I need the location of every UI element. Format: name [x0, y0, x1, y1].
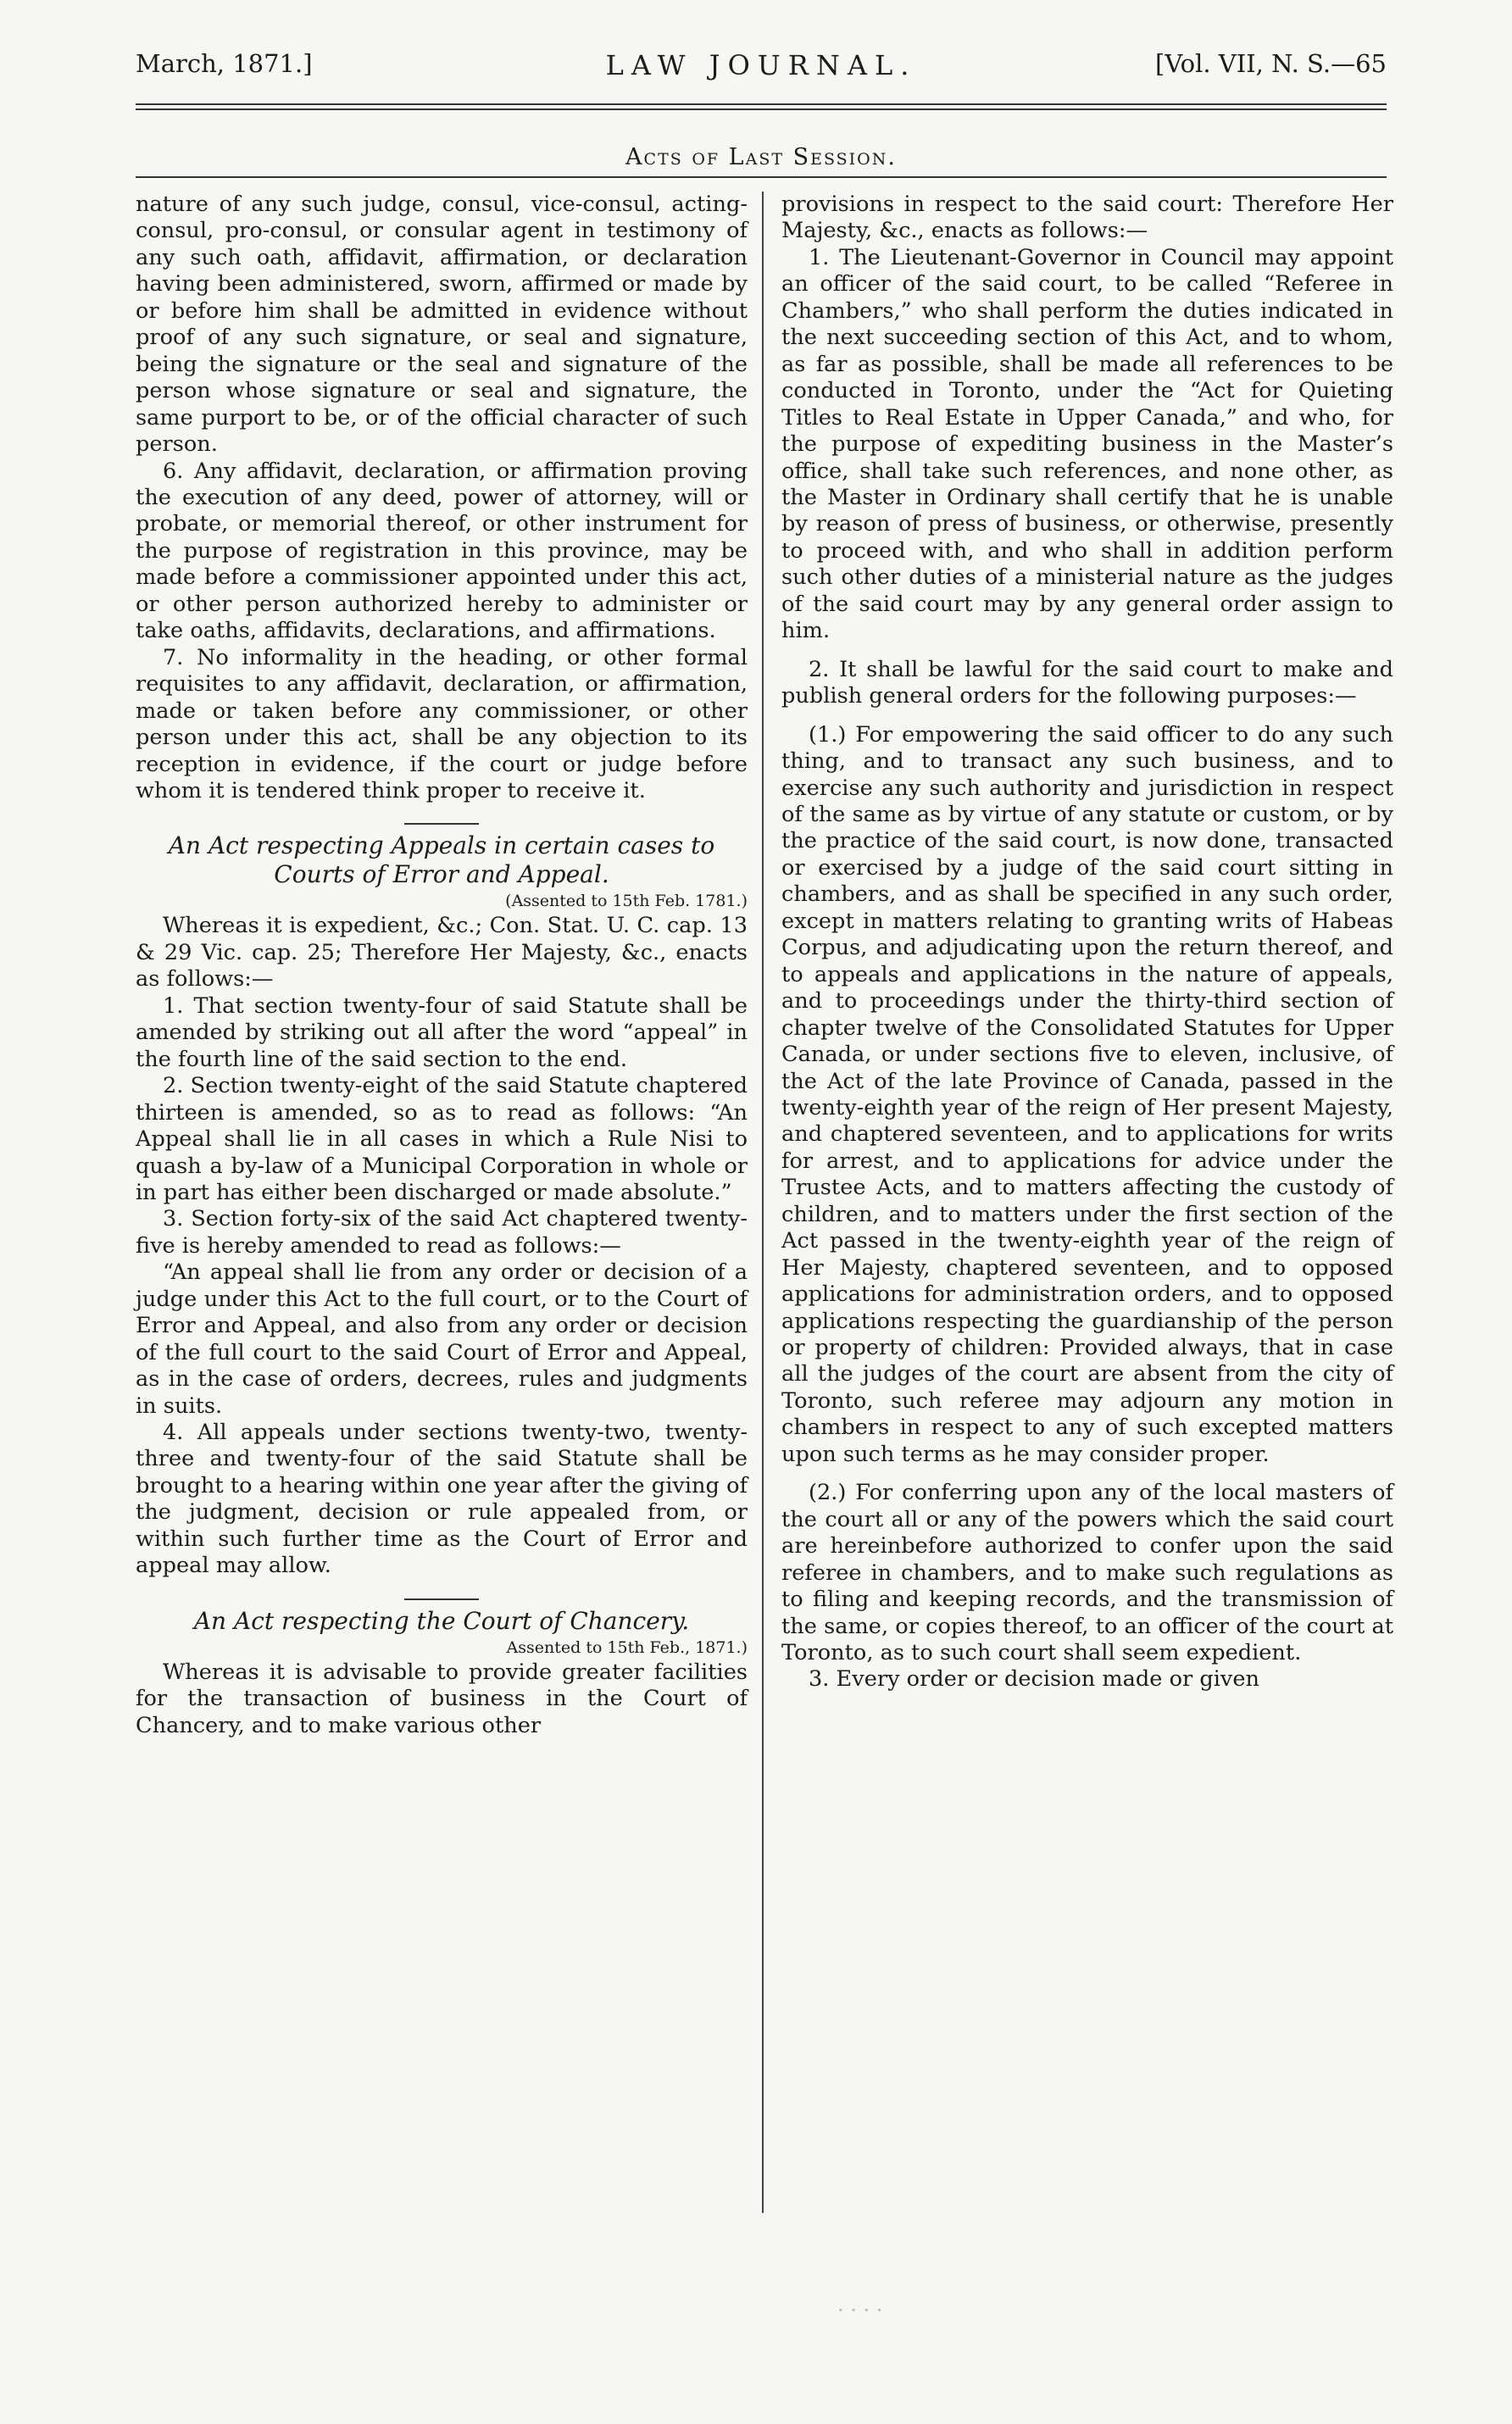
section-heading: Acts of Last Session.	[625, 144, 897, 170]
paragraph: Whereas it is advisable to provide greater facilities for the transaction of business in the Court of Chancery, and to make various other	[136, 1659, 748, 1738]
paragraph: 7. No informality in the heading, or other formal requisites to any affidavit, declaration, or affirmation, made or taken before any commissioner, or other person under this act, shall be any objection to its reception in evidence, if the court or judge before whom it is tendered think proper to receive it.	[136, 644, 748, 803]
running-header	[136, 49, 1387, 100]
paragraph: 2. Section twenty-eight of the said Statute chaptered thirteen is amended, so as to read as follows: “An Appeal shall lie in all cases in which a Rule Nisi to quash a by-law of a Municipal Corporation in whole or in part has either been discharged or made absolute.”	[136, 1073, 748, 1205]
paragraph: 3. Section forty-six of the said Act chaptered twenty-five is hereby amended to read as follows:—	[136, 1206, 748, 1259]
paragraph: “An appeal shall lie from any order or decision of a judge under this Act to the full court, or to the Court of Error and Appeal, and also from any order or decision of the full court to the said Court of Error and Appeal, as in the case of orders, decrees, rules and judgments in suits.	[136, 1259, 748, 1419]
paragraph: provisions in respect to the said court: Therefore Her Majesty, &c., enacts as follows:—	[781, 192, 1393, 244]
paper-blemish: · · · ·	[837, 2299, 883, 2322]
act-title: An Act respecting the Court of Chancery.	[193, 1606, 690, 1635]
section-divider	[404, 1598, 479, 1600]
assent-date: Assented to 15th Feb., 1871.)	[506, 1637, 748, 1657]
paragraph: 1. That section twenty-four of said Statute shall be amended by striking out all after the word “appeal” in the fourth line of the said section to the end.	[136, 992, 748, 1072]
assent-date: (Assented to 15th Feb. 1781.)	[505, 892, 748, 911]
section-divider	[404, 823, 479, 825]
left-column	[136, 192, 748, 1739]
paragraph: 6. Any affidavit, declaration, or affirmation proving the execution of any deed, power of attorney, will or probate, or memorial thereof, or other instrument for the purpose of registration in this province, may be made before a commissioner appointed under this act, or other person authorized hereby to administer or take oaths, affidavits, declarations, and affirmations.	[136, 458, 748, 644]
paragraph: Whereas it is expedient, &c.; Con. Stat. U. C. cap. 13 & 29 Vic. cap. 25; Therefore Her Majesty, &c., enacts as follows:—	[136, 913, 748, 992]
act-title: An Act respecting Appeals in certain cases to Courts of Error and Appeal.	[168, 831, 715, 889]
paragraph: 1. The Lieutenant-Governor in Council may appoint an officer of the said court, to be called “Referee in Chambers,” who shall perform the duties indicated in the next succeeding section of this Act, and to whom, as far as possible, shall be made all references to be conducted in Toronto, under the “Act for Quieting Titles to Real Estate in Upper Canada,” and who, for the purpose of expediting business in the Master’s office, shall take such references, and none other, as the Master in Ordinary shall certify that he is unable by reason of press of business, or otherwise, presently to proceed with, and who shall in addition perform such other duties of a ministerial nature as the judges of the said court may by any general order assign to him.	[781, 244, 1393, 644]
paragraph: 2. It shall be lawful for the said court to make and publish general orders for the following purposes:—	[781, 656, 1393, 709]
header-volume: [Vol. VII, N. S.—65	[1155, 49, 1387, 78]
paragraph: (1.) For empowering the said officer to do any such thing, and to transact any such business, and to exercise any such authority and jurisdiction in respect of the same as by virtue of any statute or custom, or by the practice of the said court, is now done, transacted or exercised by a judge of the said court sitting in chambers, and as shall be specified in any such order, except in matters relating to granting writs of Habeas Corpus, and adjudicating upon the return thereof, and to appeals and applications in the nature of appeals, and to proceedings under the thirty-third section of chapter twelve of the Consolidated Statutes for Upper Canada, or under sections five to eleven, inclusive, of the Act of the late Province of Canada, passed in the twenty-eighth year of the reign of Her present Majesty, and chaptered seventeen, and to applications for writs for arrest, and to applications for advice under the Trustee Acts, and to matters affecting the custody of children, and to matters under the first section of the Act passed in the twenty-eighth year of the reign of Her Majesty, chaptered seventeen, and to opposed applications for administration orders, and to opposed applications respecting the guardianship of the person or property of children: Provided always, that in case all the judges of the court are absent from the city of Toronto, such referee may adjourn any motion in chambers in respect to any of such excepted matters upon such terms as he may consider proper.	[781, 721, 1393, 1467]
section-rule	[136, 176, 1387, 178]
journal-title: LAW JOURNAL.	[605, 49, 917, 81]
right-column	[781, 192, 1393, 1693]
paragraph: (2.) For conferring upon any of the local masters of the court all or any of the powers which the said court are hereinbefore authorized to confer upon the said referee in chambers, and to make such regulations as to filing and keeping records, and the transmission of the same, or copies thereof, to an officer of the court at Toronto, as to such court shall seem expedient.	[781, 1480, 1393, 1666]
header-date: March, 1871.]	[136, 49, 313, 78]
column-divider	[762, 192, 764, 2213]
header-rule	[136, 103, 1387, 110]
paragraph: 3. Every order or decision made or given	[809, 1666, 1260, 1693]
paragraph: nature of any such judge, consul, vice-consul, acting-consul, pro-consul, or consular agent in testimony of any such oath, affidavit, affirmation, or declaration having been administered, sworn, affirmed or made by or before him shall be admitted in evidence without proof of any such signature, or seal and signature, being the signature or the seal and signature of the person whose signature or seal and signature, the same purport to be, or of the official character of such person.	[136, 192, 748, 458]
paragraph: 4. All appeals under sections twenty-two, twenty-three and twenty-four of the said Statute shall be brought to a hearing within one year after the giving of the judgment, decision or rule appealed from, or within such further time as the Court of Error and appeal may allow.	[136, 1420, 748, 1579]
